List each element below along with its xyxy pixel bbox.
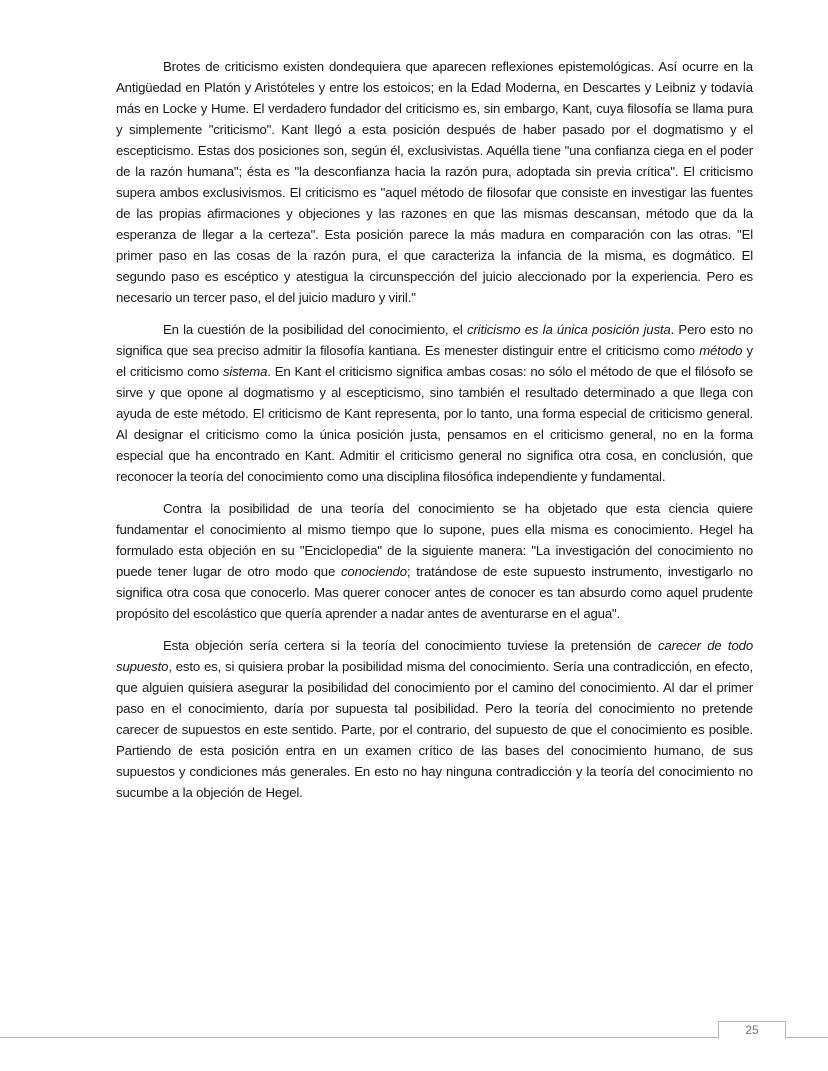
paragraph-4-text: Esta objeción sería certera si la teoría del conocimiento tuviese la pretensión de xyxy=(163,638,658,653)
paragraph-2-text: y el criticismo como xyxy=(116,343,753,379)
emphasis-text: conociendo xyxy=(340,564,407,579)
emphasis-text: método xyxy=(699,343,743,358)
emphasis-text: carecer de todo supuesto xyxy=(116,638,753,674)
paragraph-3-text: ; tratándose de este supuesto instrumento, investigarlo no significa otra cosa que conocerlo. Mas querer conocer antes de conocer es tan absurdo como aquel prudente propósito del escolástico que quería aprender a nadar antes de aventurarse en el agua". xyxy=(116,564,753,621)
paragraph-4-text: , esto es, si quisiera probar la posibilidad misma del conocimiento. Sería una contradicción, en efecto, que alguien quisiera asegurar la posibilidad del conocimiento por el camino del conocimiento. Al dar el primer paso en el conocimiento, daría por supuesta tal posibilidad. Pero la teoría del conocimiento no pretende carecer de supuestos en este sentido. Parte, por el contrario, del supuesto de que el conocimiento es posible. Partiendo de esta posición entra en un examen crítico de las bases del conocimiento humano, de sus supuestos y condiciones más generales. En esto no hay ninguna contradicción y la teoría del conocimiento no sucumbe a la objeción de Hegel. xyxy=(116,659,753,800)
paragraph-1 xyxy=(116,56,753,308)
page-number: 25 xyxy=(718,1021,786,1039)
document-body xyxy=(116,56,753,814)
paragraph-2-text: . Pero esto no significa que sea preciso admitir la filosofía kantiana. Es menester distinguir entre el criticismo como xyxy=(116,322,753,358)
paragraph-1-text: Brotes de criticismo existen dondequiera que aparecen reflexiones epistemológicas. Así ocurre en la Antigüedad en Platón y Aristóteles y entre los estoicos; en la Edad Moderna, en Descartes y Leibniz y todavía más en Locke y Hume. El verdadero fundador del criticismo es, sin embargo, Kant, cuya filosofía se llama pura y simplemente "criticismo". Kant llegó a esta posición después de haber pasado por el dogmatismo y el escepticismo. Estas dos posiciones son, según él, exclusivistas. Aquélla tiene "una confianza ciega en el poder de la razón humana"; ésta es "la desconfianza hacia la razón pura, adoptada sin previa crítica". El criticismo supera ambos exclusivismos. El criticismo es "aquel método de filosofar que consiste en investigar las fuentes de las propias afirmaciones y objeciones y las razones en que las mismas descansan, método que da la esperanza de llegar a la certeza". Esta posición parece la más madura en comparación con las otras. "El primer paso en las cosas de la razón pura, el que caracteriza la infancia de la misma, es dogmático. El segundo paso es escéptico y atestigua la circunspección del juicio aleccionado por la experiencia. Pero es necesario un tercer paso, el del juicio maduro y viril." xyxy=(116,59,753,305)
paragraph-2-text: En la cuestión de la posibilidad del conocimiento, el xyxy=(163,322,467,337)
paragraph-2-text: . En Kant el criticismo significa ambas cosas: no sólo el método de que el filósofo se sirve y que opone al dogmatismo y al escepticismo, sino también el resultado determinado a que llega con ayuda de este método. El criticismo de Kant representa, por lo tanto, una forma especial de criticismo general. Al designar el criticismo como la única posición justa, pensamos en el criticismo general, no en la forma especial que ha encontrado en Kant. Admitir el criticismo general no significa otra cosa, en conclusión, que reconocer la teoría del conocimiento como una disciplina filosófica independiente y fundamental. xyxy=(116,364,753,484)
emphasis-text: sistema xyxy=(222,364,268,379)
paragraph-3-text: Contra la posibilidad de una teoría del conocimiento se ha objetado que esta ciencia quiere fundamentar el conocimiento al mismo tiempo que lo supone, pues ella misma es conocimiento. Hegel ha formulado esta objeción en su "Enciclopedia" de la siguiente manera: "La investigación del conocimiento no puede tener lugar de otro modo que xyxy=(116,501,753,579)
paragraph-4 xyxy=(116,635,753,803)
paragraph-3 xyxy=(116,498,753,624)
footer-rule xyxy=(0,1037,828,1038)
paragraph-2 xyxy=(116,319,753,487)
emphasis-text: criticismo es la única posición justa xyxy=(466,322,671,337)
